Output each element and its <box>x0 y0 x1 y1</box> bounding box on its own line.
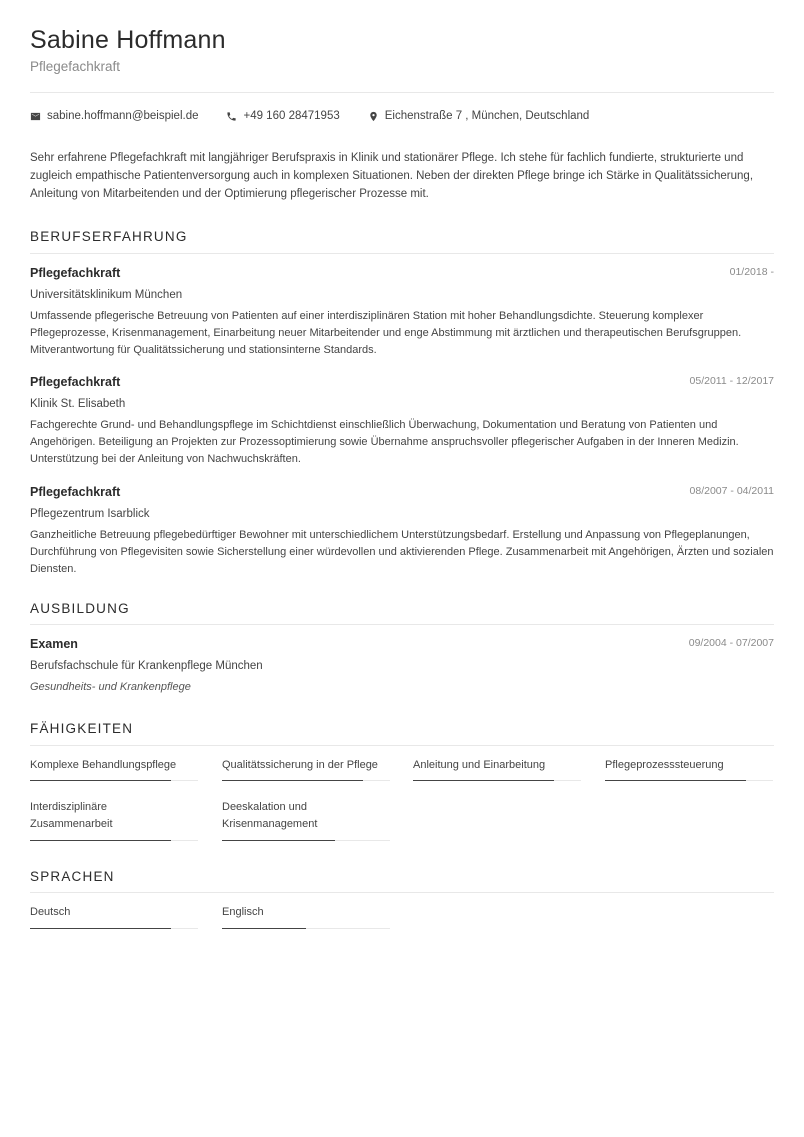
section-title-education: AUSBILDUNG <box>30 601 130 616</box>
section-title-skills: FÄHIGKEITEN <box>30 721 134 736</box>
language-level-fill <box>30 928 171 929</box>
skill-level-bar <box>222 840 390 841</box>
skill-label: Anleitung und Einarbeitung <box>413 759 546 771</box>
phone-icon <box>226 111 237 122</box>
header-divider <box>30 92 774 93</box>
experience-entry <box>30 485 774 578</box>
skill-item <box>30 757 198 774</box>
education-entry <box>30 637 774 693</box>
language-level-fill <box>222 928 306 929</box>
skill-level-bar <box>413 780 581 781</box>
field-of-study: Gesundheits- und Krankenpflege <box>30 681 191 693</box>
skill-item <box>605 757 773 774</box>
section-divider <box>30 745 774 746</box>
job-description: Ganzheitliche Betreuung pflegebedürftiger Bewohner mit unterschiedlichem Unterstützungsbedarf. Erstellung und Anpassung von Pflegeplanungen, Durchführung von Pflegevisiten sowie Sicherstellung einer würdevollen und aktivierenden Pflege. Zusammenarbeit mit Angehörigen, Ärzten und sozialen Diensten. <box>30 529 774 575</box>
candidate-role: Pflegefachkraft <box>30 59 121 74</box>
job-date: 05/2011 - 12/2017 <box>689 375 774 387</box>
language-item <box>30 904 198 921</box>
skill-level-fill <box>30 840 171 841</box>
section-divider <box>30 624 774 625</box>
experience-entry <box>30 266 774 359</box>
skill-label: Komplexe Behandlungspflege <box>30 759 177 771</box>
language-label: Deutsch <box>30 906 71 918</box>
language-item <box>222 904 390 921</box>
skill-level-fill <box>222 780 363 781</box>
contact-address <box>368 110 590 122</box>
job-title: Pflegefachkraft <box>30 266 121 280</box>
job-date: 08/2007 - 04/2011 <box>689 485 774 497</box>
profile-summary: Sehr erfahrene Pflegefachkraft mit langjähriger Berufspraxis in Klinik und stationärer Pflege. Ich stehe für fachlich fundierte, strukturierte und zugleich empathische Patientenversorgung auch in komplexen Situationen. Neben der direkten Pflege bringe ich Stärke in Qualitätssicherung, Anleitung von Mitarbeitenden und der Optimierung pflegerischer Prozesse mit. <box>30 152 754 200</box>
contact-email-text: sabine.hoffmann@beispiel.de <box>47 110 199 122</box>
skill-label: Interdisziplinäre Zusammenarbeit <box>30 801 113 830</box>
language-level-bar <box>222 928 390 929</box>
language-label: Englisch <box>222 906 264 918</box>
location-pin-icon <box>368 111 379 122</box>
section-title-languages: SPRACHEN <box>30 869 115 884</box>
skill-level-fill <box>605 780 746 781</box>
language-level-bar <box>30 928 198 929</box>
skill-label: Deeskalation und Krisenmanagement <box>222 801 318 830</box>
skill-item <box>222 799 352 833</box>
skill-level-bar <box>30 780 198 781</box>
section-divider <box>30 253 774 254</box>
skill-label: Pflegeprozesssteuerung <box>605 759 724 771</box>
contact-phone[interactable] <box>226 110 339 122</box>
experience-entry <box>30 375 774 468</box>
education-date: 09/2004 - 07/2007 <box>688 637 774 649</box>
candidate-name: Sabine Hoffmann <box>30 26 226 54</box>
degree-title: Examen <box>30 637 78 651</box>
skill-level-fill <box>413 780 554 781</box>
envelope-icon <box>30 111 41 122</box>
skill-label: Qualitätssicherung in der Pflege <box>222 759 378 771</box>
job-organization: Pflegezentrum Isarblick <box>30 508 150 520</box>
skill-item <box>413 757 581 774</box>
skill-item <box>222 757 394 774</box>
skill-level-fill <box>30 780 171 781</box>
section-title-experience: BERUFSERFAHRUNG <box>30 229 188 244</box>
job-organization: Universitätsklinikum München <box>30 289 183 301</box>
skill-level-bar <box>30 840 198 841</box>
job-title: Pflegefachkraft <box>30 485 121 499</box>
job-organization: Klinik St. Elisabeth <box>30 398 126 410</box>
skill-level-fill <box>222 840 335 841</box>
skill-item <box>30 799 160 833</box>
skill-level-bar <box>222 780 390 781</box>
contact-phone-text: +49 160 28471953 <box>243 110 340 122</box>
skill-level-bar <box>605 780 773 781</box>
school-name: Berufsfachschule für Krankenpflege München <box>30 660 263 672</box>
job-date: 01/2018 - <box>729 266 774 278</box>
contact-address-text: Eichenstraße 7 , München, Deutschland <box>384 110 590 122</box>
contact-bar <box>30 110 589 122</box>
job-description: Umfassende pflegerische Betreuung von Patienten auf einer interdisziplinären Station mit hoher Behandlungsdichte. Steuerung komplexer Pflegeprozesse, Krisenmanagement, Einarbeitung neuer Mitarbeitender und enge Abstimmung mit ärztlichen und therapeutischen Berufsgruppen. Mitverantwortung für Qualitätssicherung und stationsinterne Standards. <box>30 310 742 356</box>
job-description: Fachgerechte Grund- und Behandlungspflege im Schichtdienst einschließlich Überwachung, Dokumentation und Beratung von Patienten und Angehörigen. Beteiligung an Projekten zur Prozessoptimierung sowie Übernahme anspruchsvoller pflegerischer Aufgaben in der Inneren Medizin. Unterstützung bei der Anleitung von Nachwuchskräften. <box>30 419 739 465</box>
contact-email[interactable] <box>30 110 198 122</box>
job-title: Pflegefachkraft <box>30 375 121 389</box>
section-divider <box>30 892 774 893</box>
